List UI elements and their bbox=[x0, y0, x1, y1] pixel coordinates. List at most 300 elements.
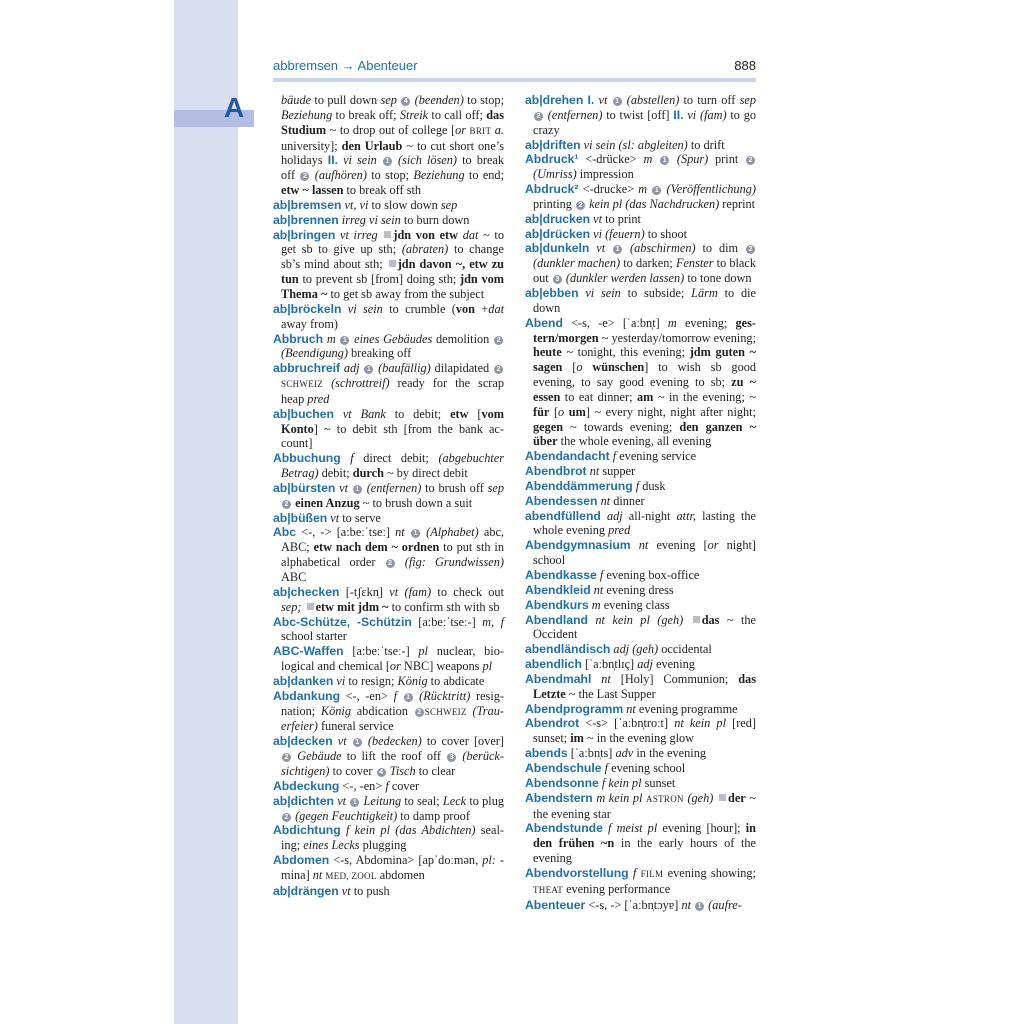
grammar-note: f bbox=[635, 478, 640, 493]
entry-text: -mina] bbox=[281, 853, 504, 882]
grammar-note: m bbox=[638, 182, 648, 197]
dictionary-entry bbox=[273, 511, 504, 526]
entry-text: <-s> [ˈaːbn̩troːt] bbox=[579, 716, 675, 731]
dictionary-entry bbox=[273, 615, 504, 645]
dictionary-entry bbox=[525, 449, 756, 464]
example-phrase: heute bbox=[533, 345, 562, 360]
headword: Abdeckung bbox=[273, 778, 340, 793]
grammar-note: Gebäude bbox=[297, 749, 342, 764]
entry-text bbox=[670, 152, 677, 166]
grammar-note: (fam) bbox=[404, 584, 432, 599]
grammar-note: f bbox=[599, 568, 604, 582]
headword: ab|bröckeln bbox=[273, 301, 342, 316]
entry-text: to die down bbox=[533, 285, 756, 315]
sense-number: 2 bbox=[746, 156, 755, 165]
dictionary-entry bbox=[273, 451, 504, 481]
sense-number: 2 bbox=[300, 172, 309, 181]
grammar-note: (sich lösen) bbox=[397, 153, 458, 168]
phrase-marker-icon bbox=[693, 616, 700, 623]
grammar-note: (fam) bbox=[699, 107, 727, 122]
sense-number: 1 bbox=[353, 485, 362, 494]
entry-text bbox=[302, 600, 305, 614]
entry-text: plugging bbox=[359, 838, 407, 853]
dictionary-entry bbox=[525, 286, 756, 316]
entry-text: to eat dinner; bbox=[560, 389, 637, 404]
entry-text: to end; bbox=[464, 168, 504, 183]
example-phrase: jdm guten ~ sagen bbox=[533, 345, 756, 375]
example-phrase: etw nach dem ~ ordnen bbox=[313, 540, 440, 555]
grammar-note: pl bbox=[418, 644, 428, 659]
grammar-section-number: II. bbox=[673, 107, 684, 122]
dictionary-entry bbox=[273, 734, 504, 779]
dictionary-entry bbox=[273, 779, 504, 794]
sense-number: 2 bbox=[576, 201, 585, 210]
grammar-note: eines Gebäudes bbox=[354, 331, 433, 346]
entry-text: ABC bbox=[281, 570, 307, 584]
grammar-note: (abraten) bbox=[401, 242, 449, 257]
dictionary-entry bbox=[525, 316, 756, 450]
grammar-note: o bbox=[558, 404, 565, 419]
headword: Abbruch bbox=[273, 331, 324, 346]
entry-text: to drift bbox=[687, 137, 725, 152]
grammar-note: attr, bbox=[676, 508, 696, 523]
grammar-note: Fenster bbox=[675, 256, 714, 271]
entry-text: to damp proof bbox=[397, 808, 470, 823]
entry-text: printing bbox=[533, 196, 576, 211]
entry-text: reprint bbox=[719, 196, 756, 211]
grammar-note: vt bbox=[342, 406, 352, 421]
example-phrase: etw bbox=[450, 406, 469, 421]
grammar-note: (dunkler werden lassen) bbox=[565, 271, 685, 286]
entry-text: <-, -> [a:beːˈtseː] bbox=[296, 525, 396, 540]
dictionary-entry bbox=[525, 791, 756, 822]
entry-text: <-drücke> bbox=[578, 152, 644, 167]
entry-text: dinner bbox=[610, 493, 645, 508]
entry-text: to slow down bbox=[368, 197, 441, 212]
grammar-note: vi sein bbox=[347, 301, 383, 316]
grammar-note: f meist pl bbox=[608, 821, 658, 836]
grammar-note: f bbox=[385, 778, 389, 793]
header-rule bbox=[273, 78, 756, 82]
grammar-note: sep bbox=[739, 93, 756, 107]
sense-number: 3 bbox=[553, 275, 562, 284]
entry-text: sealing; bbox=[281, 823, 504, 853]
entry-text: <-, -en> bbox=[339, 778, 386, 793]
entry-text: to brush off bbox=[421, 480, 488, 495]
headword: Abendkleid bbox=[525, 582, 591, 597]
headword: ab|dunkeln bbox=[525, 241, 590, 256]
dictionary-entry bbox=[525, 866, 756, 898]
entry-text bbox=[582, 360, 592, 374]
dictionary-entry bbox=[273, 823, 504, 853]
headword: Abendandacht bbox=[525, 449, 610, 464]
entry-text: the whole evening, all evening bbox=[557, 434, 712, 449]
entry-text bbox=[360, 361, 364, 375]
headword: ab|bringen bbox=[273, 227, 336, 242]
entry-text: to turn off bbox=[679, 93, 740, 107]
entry-text: in the early hours of the evening bbox=[533, 836, 756, 866]
grammar-note: (aufre- bbox=[708, 897, 742, 912]
grammar-note: vi sein (sl: abgleiten) bbox=[583, 137, 688, 152]
entry-text bbox=[652, 152, 659, 166]
headword: Abenteuer bbox=[525, 897, 586, 912]
grammar-note: (schrottreif) bbox=[331, 376, 390, 391]
grammar-note: (Alphabet) bbox=[426, 525, 479, 540]
headword: ab|bürsten bbox=[273, 480, 336, 495]
grammar-note: vt bbox=[596, 241, 606, 256]
grammar-section-number: I. bbox=[587, 93, 595, 107]
entry-text: to break off bbox=[281, 153, 505, 183]
headword: ab|danken bbox=[273, 673, 334, 688]
grammar-note: (das Abdichten) bbox=[395, 823, 476, 838]
grammar-note: adj bbox=[606, 508, 623, 523]
grammar-note: sep bbox=[487, 480, 505, 495]
dictionary-entry bbox=[525, 241, 756, 286]
headword: ab|drängen bbox=[273, 883, 339, 898]
headword: ab|dichten bbox=[273, 793, 334, 808]
dictionary-entry bbox=[273, 361, 504, 407]
dictionary-entry bbox=[273, 853, 504, 884]
entry-text: dilapidated bbox=[430, 361, 493, 376]
grammar-note: adj bbox=[637, 657, 653, 672]
entry-text: to check out bbox=[431, 584, 504, 599]
grammar-note: (gegen Feuchtigkeit) bbox=[295, 808, 398, 823]
grammar-note: m, f bbox=[482, 614, 504, 629]
headword: Abendkasse bbox=[525, 568, 597, 582]
grammar-note: Beziehung bbox=[281, 107, 333, 122]
sense-number: 2 bbox=[494, 336, 503, 345]
entry-text: ready for the scrap heap bbox=[281, 376, 504, 406]
entry-text: evening [hour]; bbox=[657, 821, 746, 836]
headword: ab|büßen bbox=[273, 510, 328, 525]
dictionary-entry bbox=[273, 674, 504, 689]
grammar-note: (Beendigung) bbox=[281, 346, 348, 361]
grammar-note: (baufällig) bbox=[378, 361, 431, 376]
entry-text: to break off; bbox=[332, 107, 400, 122]
entry-text: evening bbox=[652, 657, 695, 672]
sense-number: 1 bbox=[411, 529, 420, 538]
entry-text: abdication bbox=[350, 703, 414, 718]
headword: Abendstunde bbox=[525, 821, 603, 836]
entry-text: [a:beːˈtseː-] bbox=[411, 614, 483, 629]
grammar-note: Lärm bbox=[691, 285, 718, 300]
grammar-note: (abstellen) bbox=[626, 93, 680, 107]
entry-text: + bbox=[475, 301, 489, 316]
grammar-note: nt bbox=[589, 464, 600, 479]
entry-text: ~ by direct debit bbox=[383, 466, 468, 481]
headword: Abc bbox=[273, 525, 297, 540]
grammar-note: (aufhören) bbox=[314, 168, 367, 183]
entry-text: to put sth in alphabetical order bbox=[281, 540, 504, 570]
entry-text: to break off sth bbox=[343, 183, 422, 198]
entry-text bbox=[323, 376, 331, 390]
entry-text bbox=[605, 241, 612, 255]
grammar-note: vt bbox=[593, 211, 602, 226]
headword: Abendsonne bbox=[525, 775, 599, 790]
example-phrase: etw mit jdm ~ bbox=[315, 599, 389, 614]
entry-text: to subside; bbox=[620, 285, 692, 300]
entry-text: impression bbox=[576, 167, 634, 182]
entry-text bbox=[348, 481, 352, 495]
sense-number: 1 bbox=[660, 156, 669, 165]
entry-text: evening school bbox=[608, 760, 686, 775]
example-phrase: von bbox=[455, 301, 475, 316]
entry-text: ~ to brush down a suit bbox=[359, 495, 473, 510]
entry-text: breaking off bbox=[347, 346, 412, 361]
entry-text: ~ the Last Supper bbox=[565, 686, 656, 701]
grammar-note: nt bbox=[601, 671, 611, 686]
entry-text: [Holy] Communion; bbox=[610, 671, 739, 686]
entry-text: <-s, -e> [ˈaːbn̩t] bbox=[562, 315, 668, 330]
grammar-note: f bbox=[393, 688, 397, 703]
dictionary-entry bbox=[525, 898, 756, 913]
entry-text: [ bbox=[468, 406, 482, 421]
sense-number: 1 bbox=[613, 97, 622, 106]
grammar-note: vt, vi bbox=[344, 197, 369, 212]
entry-text bbox=[713, 791, 717, 805]
grammar-note: Bank bbox=[360, 406, 386, 421]
page-number: 888 bbox=[734, 58, 756, 73]
headword: Abendschule bbox=[525, 760, 602, 775]
sense-number: 1 bbox=[364, 365, 373, 374]
grammar-note: vi bbox=[687, 107, 697, 122]
grammar-note: nt bbox=[312, 867, 323, 882]
entry-text: to tone down bbox=[684, 271, 752, 286]
grammar-note: f kein pl bbox=[345, 823, 391, 838]
example-phrase: jdn von etw bbox=[393, 227, 459, 242]
grammar-note: (geh) bbox=[687, 790, 714, 805]
sense-number: 1 bbox=[340, 336, 349, 345]
entry-text: university]; bbox=[281, 138, 342, 153]
headword: ab|brennen bbox=[273, 212, 339, 227]
dictionary-entry bbox=[525, 212, 756, 227]
entry-text: to go crazy bbox=[533, 107, 757, 137]
grammar-note: (Veröffentlichung) bbox=[666, 182, 756, 197]
entry-text: ~ to drop out of college [ bbox=[326, 122, 456, 137]
entry-text: [a:beːˈtseː-] bbox=[343, 644, 419, 659]
phrase-marker-icon bbox=[389, 260, 396, 267]
sense-number: 3 bbox=[447, 753, 456, 762]
entry-text: to twist [off] bbox=[602, 107, 674, 122]
grammar-note: pred bbox=[307, 391, 330, 406]
grammar-note: nt bbox=[681, 897, 692, 912]
headword: Abendstern bbox=[525, 790, 593, 805]
dictionary-entry bbox=[525, 761, 756, 776]
entry-text: [-tʃɛkn̩] bbox=[339, 584, 390, 599]
sense-number: 1 bbox=[353, 738, 362, 747]
example-phrase: den ganzen ~ über bbox=[533, 419, 756, 449]
grammar-note: f bbox=[350, 451, 354, 466]
grammar-note: sep; bbox=[281, 599, 302, 614]
entry-text: to pull down bbox=[311, 93, 381, 107]
dictionary-entry bbox=[273, 332, 504, 362]
grammar-note: nt bbox=[600, 493, 611, 508]
dictionary-entry bbox=[273, 198, 504, 213]
grammar-note: vt bbox=[598, 93, 608, 107]
grammar-note: irreg vi sein bbox=[341, 212, 401, 227]
dictionary-entry bbox=[273, 228, 504, 302]
entry-text bbox=[647, 182, 651, 196]
headword: ab|buchen bbox=[273, 406, 334, 421]
grammar-note: adj bbox=[343, 361, 360, 376]
entry-text: to prevent sb [from] doing sth; bbox=[298, 272, 460, 287]
dictionary-entry bbox=[525, 93, 756, 138]
entry-text: to black out bbox=[533, 256, 756, 286]
entry-text: to burn down bbox=[400, 212, 470, 227]
grammar-note: sep bbox=[380, 93, 397, 107]
field-label: BRIT bbox=[469, 125, 492, 136]
entry-text bbox=[591, 672, 601, 686]
sense-number: 4 bbox=[401, 97, 410, 106]
headword: abbruchreif bbox=[273, 361, 341, 376]
dictionary-entry bbox=[525, 702, 756, 717]
grammar-note: (Umriss) bbox=[533, 167, 577, 182]
grammar-note: Beziehung bbox=[413, 168, 465, 183]
dictionary-entry bbox=[273, 93, 504, 198]
headword: ab|driften bbox=[525, 137, 581, 152]
grammar-note: Streik bbox=[399, 107, 429, 122]
grammar-note: Tisch bbox=[389, 763, 416, 778]
grammar-note: f bbox=[632, 865, 637, 880]
entry-text: abc, ABC; bbox=[281, 525, 505, 555]
grammar-note: nt bbox=[626, 701, 636, 716]
grammar-note: (entfernen) bbox=[547, 107, 603, 122]
grammar-note: (Trauerfeier) bbox=[281, 703, 504, 734]
entry-text: demolition bbox=[432, 331, 494, 346]
entry-text bbox=[405, 525, 410, 539]
sense-number: 2 bbox=[386, 559, 395, 568]
sense-number: 1 bbox=[350, 798, 359, 807]
grammar-note: m bbox=[326, 331, 336, 346]
entry-text: to lift the roof off bbox=[341, 749, 447, 764]
grammar-note: nt bbox=[638, 538, 649, 553]
example-phrase: am bbox=[636, 389, 654, 404]
headword: Abendland bbox=[525, 612, 588, 627]
grammar-note: (Rücktritt) bbox=[419, 688, 471, 703]
sense-number: 4 bbox=[377, 768, 386, 777]
example-phrase: der bbox=[727, 790, 746, 805]
grammar-note: nt kein pl (geh) bbox=[595, 612, 684, 627]
dictionary-entry bbox=[525, 152, 756, 182]
grammar-note: kein pl (das Nachdrucken) bbox=[589, 196, 720, 211]
sense-number: 2 bbox=[534, 112, 543, 121]
entry-text: evening box-office bbox=[603, 568, 700, 582]
headword: Abendgymnasium bbox=[525, 538, 631, 553]
grammar-note: m bbox=[667, 315, 677, 330]
grammar-note: a. bbox=[494, 122, 505, 137]
entry-text: to crumble ( bbox=[382, 301, 456, 316]
sense-number: 2 bbox=[282, 813, 291, 822]
example-phrase: durch bbox=[352, 466, 384, 481]
dictionary-entry bbox=[525, 509, 756, 539]
entry-text: NBC] weapons bbox=[400, 659, 483, 674]
example-phrase: zu ~ essen bbox=[533, 375, 756, 404]
entry-text: occidental bbox=[658, 642, 712, 657]
grammar-note: vt bbox=[337, 793, 347, 808]
entry-text: ] ~ every night, night after night; bbox=[585, 404, 756, 419]
entry-text: to print bbox=[602, 211, 641, 226]
headword: Abdankung bbox=[273, 688, 341, 703]
grammar-note: König bbox=[397, 673, 428, 688]
dictionary-entry bbox=[525, 746, 756, 761]
grammar-note: vi sein bbox=[343, 153, 377, 168]
sense-number: 2 bbox=[746, 245, 755, 254]
entry-text bbox=[691, 898, 694, 912]
grammar-note: (beenden) bbox=[414, 93, 464, 107]
entry-text: abdomen bbox=[376, 867, 425, 882]
grammar-note: nt kein pl bbox=[674, 716, 726, 731]
entry-text: evening programme bbox=[635, 701, 738, 716]
entry-text: evening class bbox=[600, 597, 670, 612]
example-phrase: gestern/morgen bbox=[533, 315, 756, 345]
entry-text bbox=[378, 228, 383, 242]
entry-text bbox=[347, 734, 352, 748]
grammar-note: pred bbox=[608, 523, 631, 538]
entry-text: [red] sunset; bbox=[533, 716, 756, 746]
entry-text: <-drucke> bbox=[578, 182, 639, 197]
entry-text bbox=[396, 555, 405, 569]
left-column bbox=[273, 93, 504, 899]
field-label: THEAT bbox=[533, 884, 563, 895]
grammar-note: sep bbox=[440, 197, 458, 212]
headword: ab|drucken bbox=[525, 211, 591, 226]
entry-text: to push bbox=[350, 883, 390, 898]
field-label: ASTRON bbox=[646, 793, 684, 804]
example-phrase: das bbox=[701, 612, 720, 627]
entry-text: ~ to cut short one’s holidays bbox=[281, 138, 504, 168]
grammar-note: (bedecken) bbox=[367, 734, 422, 749]
dictionary-entry bbox=[525, 464, 756, 479]
entry-text: evening showing; bbox=[663, 865, 756, 880]
entry-text: cover bbox=[388, 778, 420, 793]
entry-text: evening performance bbox=[563, 881, 671, 896]
example-phrase: vom Konto bbox=[281, 406, 505, 436]
grammar-note: f bbox=[612, 449, 617, 464]
headword: Abendprogramm bbox=[525, 701, 624, 716]
field-label: SCHWEIZ bbox=[424, 706, 467, 717]
example-phrase: in den frühen ~n bbox=[533, 821, 756, 851]
headword: ab|drehen bbox=[525, 93, 584, 107]
headword: abends bbox=[525, 746, 568, 761]
phrase-marker-icon bbox=[307, 603, 314, 610]
entry-text: to dim bbox=[695, 241, 746, 256]
entry-text bbox=[346, 794, 349, 808]
headword: ab|decken bbox=[273, 734, 333, 749]
dictionary-entry bbox=[273, 481, 504, 511]
entry-text bbox=[352, 407, 361, 421]
thumb-index-strip bbox=[174, 0, 238, 1024]
entry-text: in the evening bbox=[633, 746, 706, 761]
dictionary-entry bbox=[525, 821, 756, 866]
entry-text bbox=[397, 93, 400, 107]
headword: Abendmahl bbox=[525, 671, 592, 686]
entry-text: supper bbox=[599, 464, 636, 479]
dictionary-entry bbox=[525, 716, 756, 746]
entry-text bbox=[336, 332, 340, 346]
entry-text: <-s, -> [ˈaːbn̩tɔyɐ] bbox=[585, 897, 682, 912]
grammar-note: (Spur) bbox=[676, 152, 709, 167]
entry-text: evening; bbox=[676, 315, 736, 330]
example-phrase: den Urlaub bbox=[341, 138, 403, 153]
grammar-note: adv bbox=[615, 746, 634, 761]
thumb-index-letter: A bbox=[224, 92, 245, 123]
grammar-note: m bbox=[643, 152, 653, 167]
dictionary-entry bbox=[525, 568, 756, 583]
running-head-words: abbremsen → Abenteuer bbox=[273, 58, 418, 73]
grammar-note: or bbox=[389, 659, 401, 674]
grammar-note: o bbox=[576, 360, 583, 375]
entry-text: to serve bbox=[339, 510, 381, 525]
